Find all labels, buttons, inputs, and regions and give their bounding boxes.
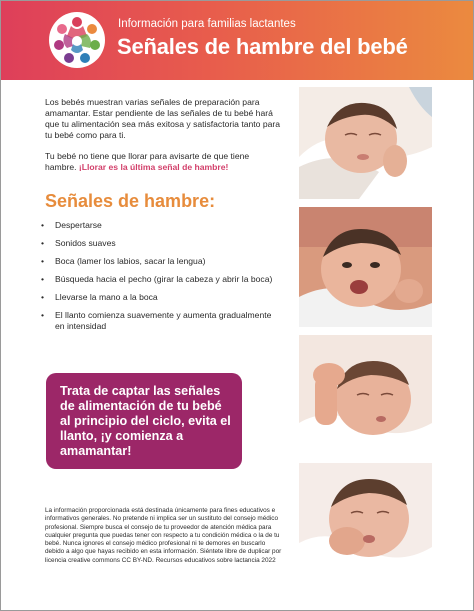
crying-warning-emphasis: ¡Llorar es la última señal de hambre! [78,162,229,172]
bullet-icon: • [41,310,45,320]
intro-text [45,97,281,183]
baby-photo-hand-to-mouth [299,335,432,455]
list-item-text: Boca (lamer los labios, sacar la lengua) [55,256,206,266]
callout-text: Trata de captar las señales de alimentación de tu bebé al principio del ciclo, evita el llanto, ¡y comienza a amamantar! [60,384,231,458]
intro-paragraph-2 [45,151,281,173]
bullet-icon: • [41,274,45,284]
list-item [41,310,281,332]
list-item [41,274,281,285]
list-item-text: Sonidos suaves [55,238,116,248]
baby-photo-sucking-hand [299,463,432,577]
list-item [41,238,281,249]
bullet-icon: • [41,256,45,266]
list-item-text: Llevarse la mano a la boca [55,292,158,302]
baby-photo-waking [299,87,432,199]
list-item [41,292,281,303]
intro-paragraph-1: Los bebés muestran varias señales de preparación para amamantar. Estar pendiente de las señales de tu bebé hará que tu alimentación sea más exitosa y satisfactoria tanto para tu bebé como para ti. [45,97,281,140]
hunger-signs-heading: Señales de hambre: [45,191,216,211]
bullet-icon: • [41,292,45,302]
intro-paragraph-2-lead: Tu bebé no tiene que llorar para avisarte de que tiene hambre. [45,151,250,172]
logo [49,12,105,68]
bullet-icon: • [41,220,45,230]
bullet-icon: • [41,238,45,248]
list-item [41,220,281,231]
hunger-signs-list [41,220,281,339]
list-item-text: Despertarse [55,220,102,230]
page-title: Señales de hambre del bebé [117,34,408,59]
list-item-text: Búsqueda hacia el pecho (girar la cabeza y abrir la boca) [55,274,273,284]
disclaimer-text: La información proporcionada está destinada únicamente para fines educativos e informativos generales. No pretende ni implica ser un sustituto del consejo médico profesional. Siempre busca el consejo de tu proveedor de atención médica para cualquier pregunta que puedas tener con respecto a tu condición médica o la de tu bebé. Nunca ignores el consejo médico profesional ni te demores en buscarlo debido a algo que hayas recibido en esta información. Siéntete libre de duplicar por licencia creative commons CC BY-ND. Recursos educativos sobre lactancia 2022 [45,507,282,564]
family-circle-logo-icon [49,12,105,68]
list-item [41,256,281,267]
header-banner [1,1,473,80]
baby-photo-open-mouth [299,207,432,327]
header-subtitle: Información para familias lactantes [118,18,296,30]
callout-box [46,373,242,469]
list-item-text: El llanto comienza suavemente y aumenta gradualmente en intensidad [55,310,272,331]
